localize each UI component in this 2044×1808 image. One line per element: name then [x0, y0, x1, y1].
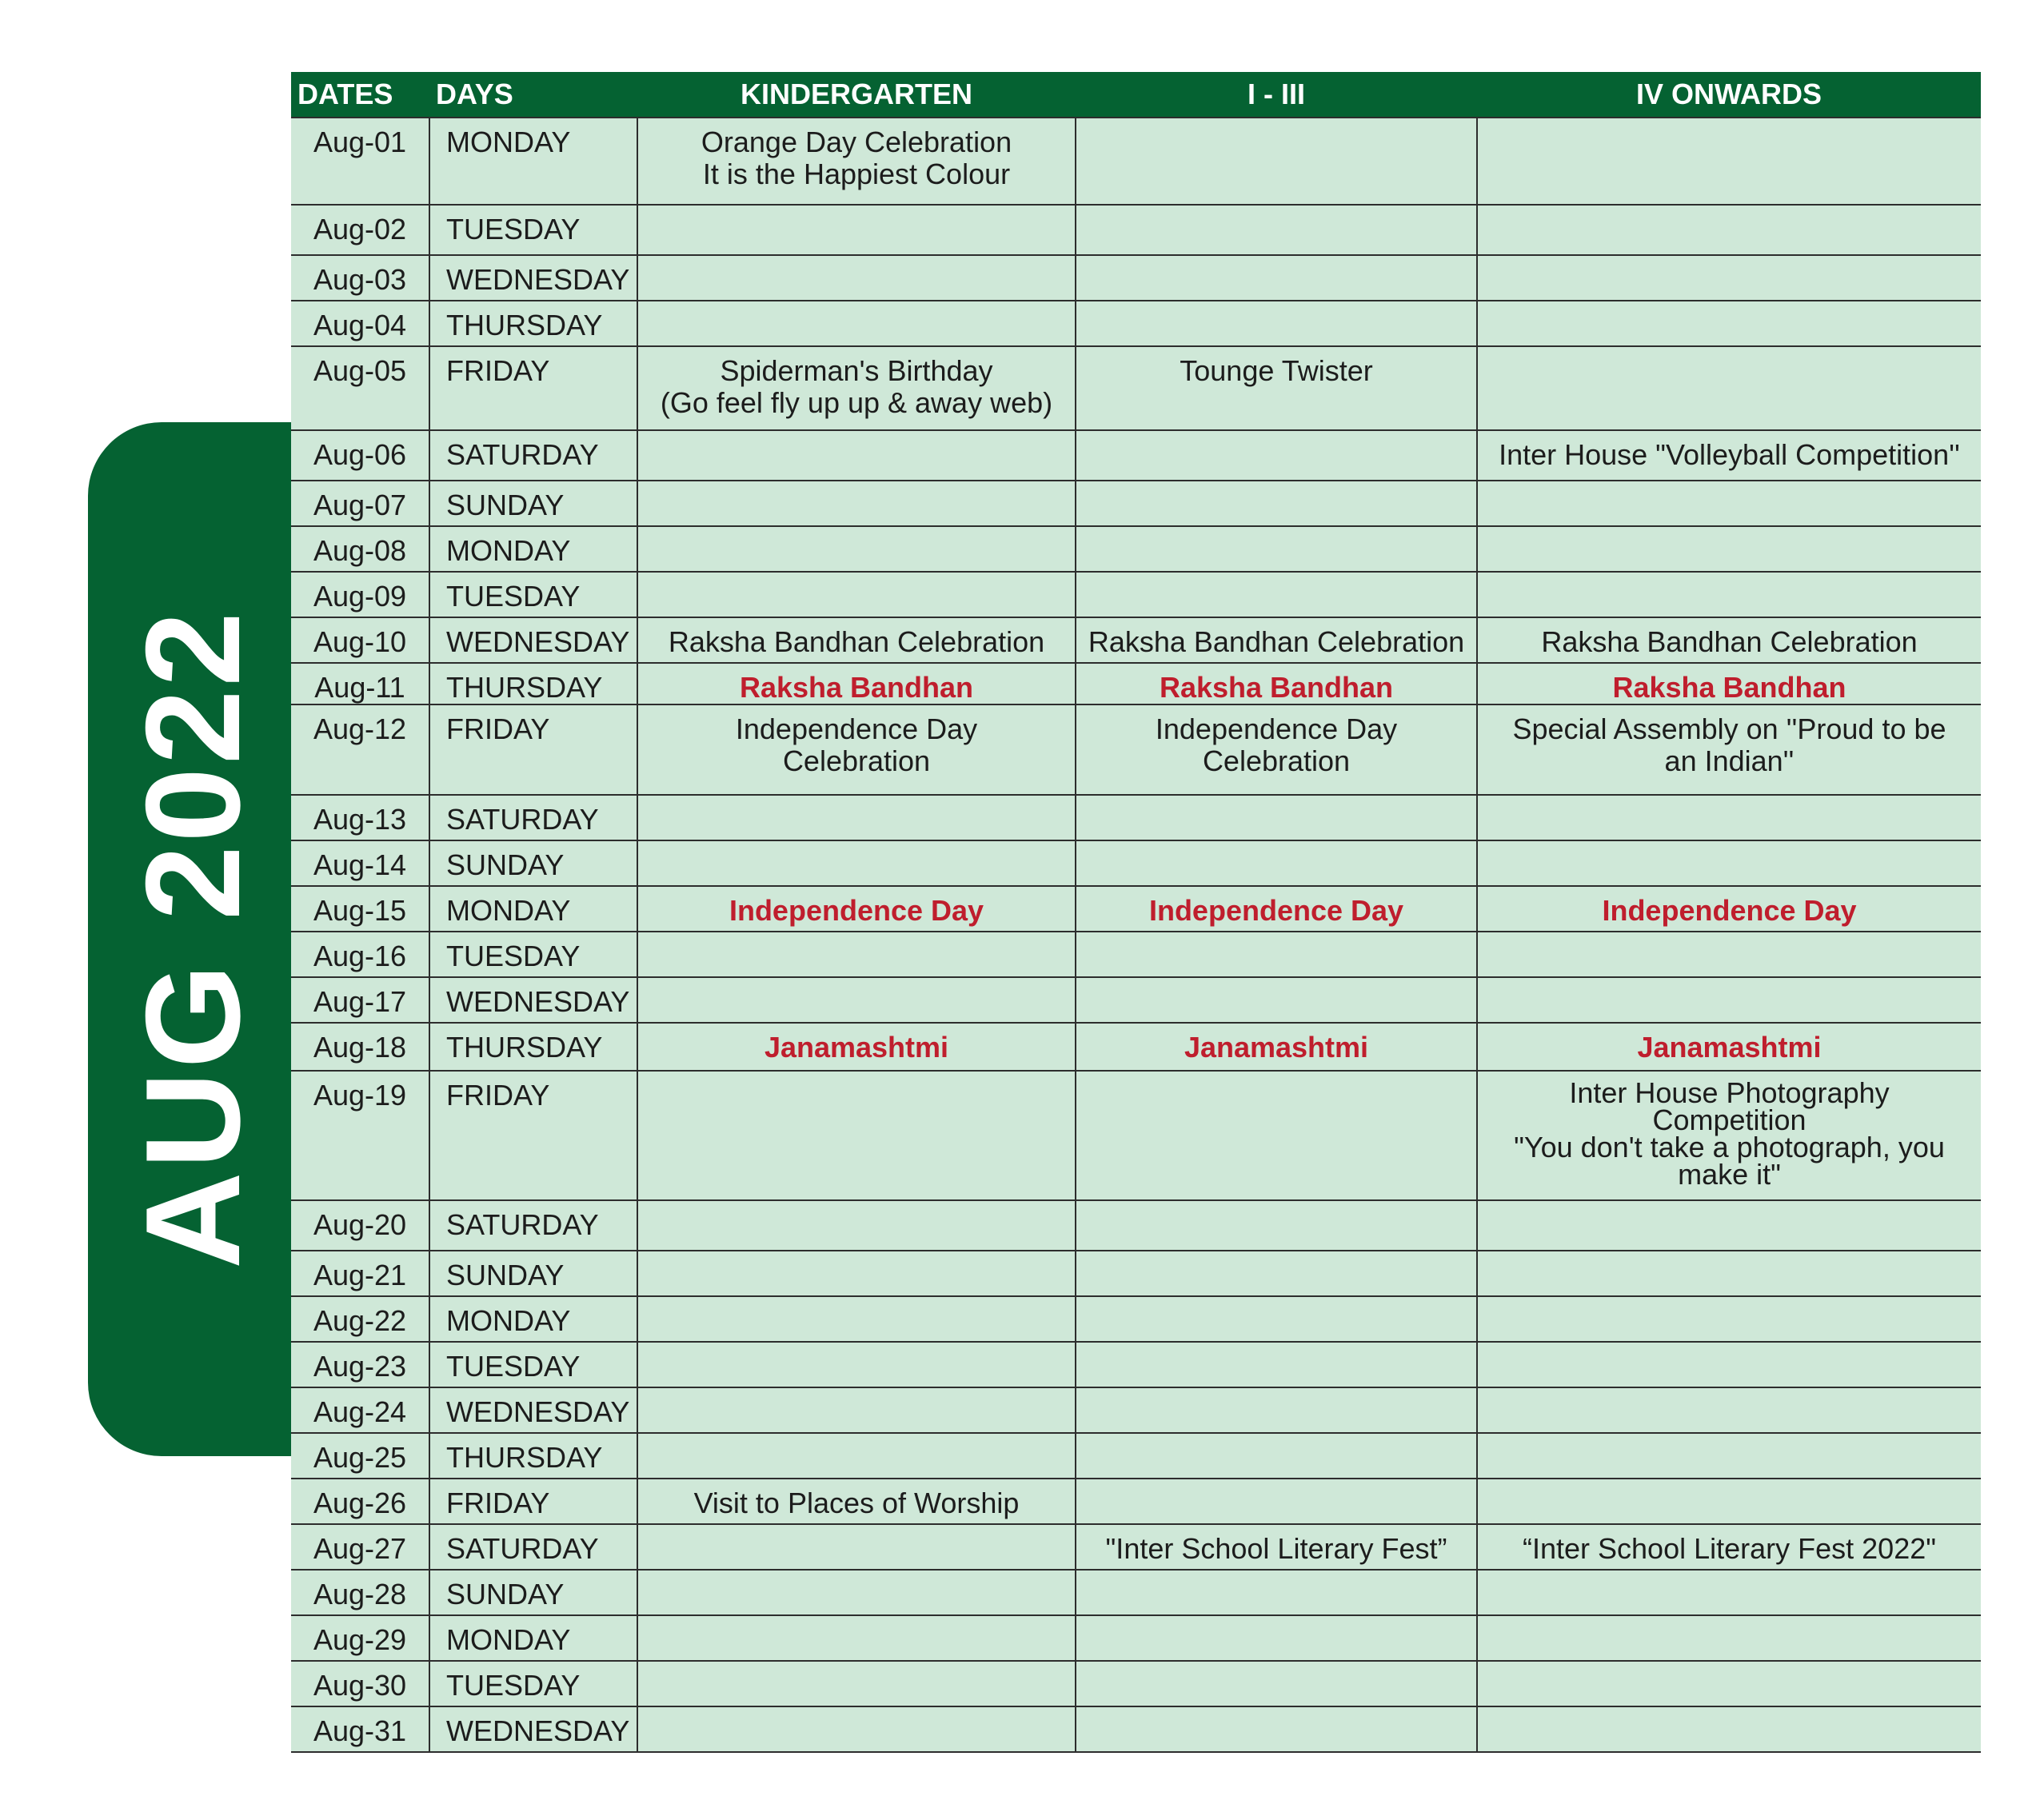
kindergarten-event-cell: [637, 1342, 1076, 1387]
calendar-row: [291, 118, 1981, 205]
iv-onwards-event-cell: Raksha Bandhan Celebration: [1477, 617, 1981, 663]
day-cell: TUESDAY: [429, 1342, 637, 1387]
kindergarten-event-cell: Independence Day Celebration: [637, 704, 1076, 795]
day-cell: TUESDAY: [429, 1661, 637, 1706]
date-cell: Aug-02: [291, 205, 429, 255]
kindergarten-event-cell: Janamashtmi: [637, 1023, 1076, 1071]
i-iii-event-cell: Tounge Twister: [1076, 346, 1477, 430]
kindergarten-event-cell: [637, 1615, 1076, 1661]
kindergarten-event-cell: [637, 977, 1076, 1023]
date-cell: Aug-06: [291, 430, 429, 481]
iv-onwards-event-cell: [1477, 840, 1981, 886]
i-iii-event-cell: [1076, 1661, 1477, 1706]
date-cell: Aug-23: [291, 1342, 429, 1387]
i-iii-event-cell: [1076, 1071, 1477, 1200]
date-cell: Aug-01: [291, 118, 429, 205]
i-iii-event-cell: Raksha Bandhan: [1076, 663, 1477, 704]
i-iii-event-cell: [1076, 1570, 1477, 1615]
header-kindergarten: KINDERGARTEN: [637, 72, 1076, 118]
calendar-row: [291, 617, 1981, 663]
kindergarten-event-cell: [637, 795, 1076, 840]
calendar-row: [291, 1524, 1981, 1570]
i-iii-event-cell: [1076, 977, 1477, 1023]
i-iii-event-cell: [1076, 1433, 1477, 1479]
i-iii-event-cell: [1076, 430, 1477, 481]
calendar-row: [291, 1661, 1981, 1706]
kindergarten-event-cell: Raksha Bandhan: [637, 663, 1076, 704]
i-iii-event-cell: [1076, 1200, 1477, 1251]
calendar-row: [291, 301, 1981, 346]
date-cell: Aug-03: [291, 255, 429, 301]
day-cell: WEDNESDAY: [429, 977, 637, 1023]
calendar-row: [291, 1706, 1981, 1752]
calendar-row: [291, 932, 1981, 977]
date-cell: Aug-19: [291, 1071, 429, 1200]
i-iii-event-cell: [1076, 1342, 1477, 1387]
i-iii-event-cell: [1076, 255, 1477, 301]
date-cell: Aug-11: [291, 663, 429, 704]
calendar-row: [291, 255, 1981, 301]
date-cell: Aug-25: [291, 1433, 429, 1479]
day-cell: TUESDAY: [429, 572, 637, 617]
i-iii-event-cell: [1076, 118, 1477, 205]
iv-onwards-event-cell: Raksha Bandhan: [1477, 663, 1981, 704]
calendar-row: [291, 795, 1981, 840]
calendar-row: [291, 704, 1981, 795]
iv-onwards-event-cell: [1477, 1433, 1981, 1479]
kindergarten-event-cell: [637, 1524, 1076, 1570]
iv-onwards-event-cell: [1477, 932, 1981, 977]
day-cell: WEDNESDAY: [429, 1387, 637, 1433]
iv-onwards-event-cell: [1477, 255, 1981, 301]
day-cell: THURSDAY: [429, 301, 637, 346]
iv-onwards-event-cell: [1477, 1706, 1981, 1752]
iv-onwards-event-cell: [1477, 205, 1981, 255]
i-iii-event-cell: Janamashtmi: [1076, 1023, 1477, 1071]
calendar-row: [291, 1251, 1981, 1296]
iv-onwards-event-cell: “Inter School Literary Fest 2022": [1477, 1524, 1981, 1570]
i-iii-event-cell: [1076, 1615, 1477, 1661]
day-cell: SUNDAY: [429, 1570, 637, 1615]
day-cell: THURSDAY: [429, 1023, 637, 1071]
header-row: [291, 72, 1981, 118]
header-i-iii: I - III: [1076, 72, 1477, 118]
day-cell: FRIDAY: [429, 346, 637, 430]
kindergarten-event-cell: [637, 430, 1076, 481]
i-iii-event-cell: [1076, 1296, 1477, 1342]
calendar-row: [291, 1071, 1981, 1200]
calendar-row: [291, 1387, 1981, 1433]
kindergarten-event-cell: Independence Day: [637, 886, 1076, 932]
date-cell: Aug-20: [291, 1200, 429, 1251]
i-iii-event-cell: [1076, 205, 1477, 255]
iv-onwards-event-cell: [1477, 481, 1981, 526]
iv-onwards-event-cell: Inter House "Volleyball Competition'': [1477, 430, 1981, 481]
iv-onwards-event-cell: [1477, 977, 1981, 1023]
date-cell: Aug-26: [291, 1479, 429, 1524]
iv-onwards-event-cell: [1477, 1200, 1981, 1251]
kindergarten-event-cell: [637, 1071, 1076, 1200]
kindergarten-event-cell: Raksha Bandhan Celebration: [637, 617, 1076, 663]
iv-onwards-event-cell: [1477, 1251, 1981, 1296]
date-cell: Aug-10: [291, 617, 429, 663]
i-iii-event-cell: [1076, 1251, 1477, 1296]
i-iii-event-cell: [1076, 1479, 1477, 1524]
day-cell: SUNDAY: [429, 1251, 637, 1296]
calendar-row: [291, 1342, 1981, 1387]
i-iii-event-cell: [1076, 795, 1477, 840]
date-cell: Aug-04: [291, 301, 429, 346]
kindergarten-event-cell: [637, 1251, 1076, 1296]
calendar-row: [291, 1200, 1981, 1251]
day-cell: WEDNESDAY: [429, 617, 637, 663]
date-cell: Aug-13: [291, 795, 429, 840]
date-cell: Aug-12: [291, 704, 429, 795]
kindergarten-event-cell: [637, 1661, 1076, 1706]
day-cell: TUESDAY: [429, 932, 637, 977]
day-cell: SATURDAY: [429, 1200, 637, 1251]
date-cell: Aug-05: [291, 346, 429, 430]
calendar-row: [291, 1570, 1981, 1615]
header-iv-onwards: IV ONWARDS: [1477, 72, 1981, 118]
day-cell: MONDAY: [429, 1296, 637, 1342]
calendar-row: [291, 1615, 1981, 1661]
day-cell: FRIDAY: [429, 704, 637, 795]
date-cell: Aug-09: [291, 572, 429, 617]
i-iii-event-cell: [1076, 1387, 1477, 1433]
date-cell: Aug-30: [291, 1661, 429, 1706]
date-cell: Aug-22: [291, 1296, 429, 1342]
calendar-row: [291, 886, 1981, 932]
iv-onwards-event-cell: [1477, 1570, 1981, 1615]
i-iii-event-cell: [1076, 840, 1477, 886]
kindergarten-event-cell: [637, 526, 1076, 572]
date-cell: Aug-07: [291, 481, 429, 526]
kindergarten-event-cell: [637, 1200, 1076, 1251]
date-cell: Aug-21: [291, 1251, 429, 1296]
date-cell: Aug-15: [291, 886, 429, 932]
day-cell: THURSDAY: [429, 1433, 637, 1479]
kindergarten-event-cell: [637, 301, 1076, 346]
day-cell: THURSDAY: [429, 663, 637, 704]
i-iii-event-cell: [1076, 572, 1477, 617]
day-cell: SATURDAY: [429, 430, 637, 481]
kindergarten-event-cell: Spiderman's Birthday (Go feel fly up up & away web): [637, 346, 1076, 430]
day-cell: SATURDAY: [429, 1524, 637, 1570]
day-cell: SATURDAY: [429, 795, 637, 840]
calendar-row: [291, 572, 1981, 617]
date-cell: Aug-18: [291, 1023, 429, 1071]
day-cell: MONDAY: [429, 118, 637, 205]
day-cell: WEDNESDAY: [429, 1706, 637, 1752]
i-iii-event-cell: Independence Day: [1076, 886, 1477, 932]
date-cell: Aug-16: [291, 932, 429, 977]
calendar-row: [291, 663, 1981, 704]
kindergarten-event-cell: [637, 1387, 1076, 1433]
month-title: AUG 2022: [117, 609, 268, 1269]
i-iii-event-cell: [1076, 1706, 1477, 1752]
kindergarten-event-cell: [637, 1570, 1076, 1615]
calendar-table: [291, 72, 1981, 1753]
date-cell: Aug-31: [291, 1706, 429, 1752]
kindergarten-event-cell: [637, 1433, 1076, 1479]
day-cell: WEDNESDAY: [429, 255, 637, 301]
i-iii-event-cell: [1076, 301, 1477, 346]
iv-onwards-event-cell: [1477, 1615, 1981, 1661]
calendar-row: [291, 1479, 1981, 1524]
iv-onwards-event-cell: [1477, 1479, 1981, 1524]
kindergarten-event-cell: [637, 205, 1076, 255]
i-iii-event-cell: [1076, 481, 1477, 526]
iv-onwards-event-cell: [1477, 118, 1981, 205]
i-iii-event-cell: "Inter School Literary Fest”: [1076, 1524, 1477, 1570]
calendar-row: [291, 430, 1981, 481]
date-cell: Aug-17: [291, 977, 429, 1023]
calendar-row: [291, 1296, 1981, 1342]
day-cell: MONDAY: [429, 886, 637, 932]
kindergarten-event-cell: [637, 572, 1076, 617]
calendar-row: [291, 481, 1981, 526]
date-cell: Aug-29: [291, 1615, 429, 1661]
day-cell: SUNDAY: [429, 840, 637, 886]
iv-onwards-event-cell: Janamashtmi: [1477, 1023, 1981, 1071]
day-cell: FRIDAY: [429, 1479, 637, 1524]
i-iii-event-cell: [1076, 526, 1477, 572]
day-cell: MONDAY: [429, 526, 637, 572]
day-cell: MONDAY: [429, 1615, 637, 1661]
date-cell: Aug-08: [291, 526, 429, 572]
i-iii-event-cell: Raksha Bandhan Celebration: [1076, 617, 1477, 663]
iv-onwards-event-cell: Independence Day: [1477, 886, 1981, 932]
iv-onwards-event-cell: [1477, 1296, 1981, 1342]
header-dates: DATES: [291, 72, 429, 118]
kindergarten-event-cell: [637, 255, 1076, 301]
calendar-row: [291, 526, 1981, 572]
iv-onwards-event-cell: [1477, 1342, 1981, 1387]
calendar-row: [291, 1023, 1981, 1071]
iv-onwards-event-cell: [1477, 795, 1981, 840]
kindergarten-event-cell: Orange Day Celebration It is the Happiest Colour: [637, 118, 1076, 205]
iv-onwards-event-cell: Special Assembly on ''Proud to be an Indian'': [1477, 704, 1981, 795]
iv-onwards-event-cell: [1477, 301, 1981, 346]
iv-onwards-event-cell: [1477, 346, 1981, 430]
iv-onwards-event-cell: [1477, 1661, 1981, 1706]
date-cell: Aug-14: [291, 840, 429, 886]
day-cell: TUESDAY: [429, 205, 637, 255]
calendar-row: [291, 840, 1981, 886]
calendar-row: [291, 1433, 1981, 1479]
date-cell: Aug-24: [291, 1387, 429, 1433]
iv-onwards-event-cell: [1477, 1387, 1981, 1433]
kindergarten-event-cell: [637, 1706, 1076, 1752]
i-iii-event-cell: [1076, 932, 1477, 977]
calendar-body: [291, 118, 1981, 1752]
iv-onwards-event-cell: [1477, 572, 1981, 617]
kindergarten-event-cell: [637, 840, 1076, 886]
kindergarten-event-cell: [637, 1296, 1076, 1342]
calendar-row: [291, 346, 1981, 430]
header-days: DAYS: [429, 72, 637, 118]
iv-onwards-event-cell: Inter House Photography Competition "You don't take a photograph, you make it": [1477, 1071, 1981, 1200]
date-cell: Aug-27: [291, 1524, 429, 1570]
kindergarten-event-cell: [637, 481, 1076, 526]
iv-onwards-event-cell: [1477, 526, 1981, 572]
day-cell: SUNDAY: [429, 481, 637, 526]
kindergarten-event-cell: [637, 932, 1076, 977]
calendar-row: [291, 205, 1981, 255]
date-cell: Aug-28: [291, 1570, 429, 1615]
kindergarten-event-cell: Visit to Places of Worship: [637, 1479, 1076, 1524]
day-cell: FRIDAY: [429, 1071, 637, 1200]
calendar-row: [291, 977, 1981, 1023]
i-iii-event-cell: Independence Day Celebration: [1076, 704, 1477, 795]
